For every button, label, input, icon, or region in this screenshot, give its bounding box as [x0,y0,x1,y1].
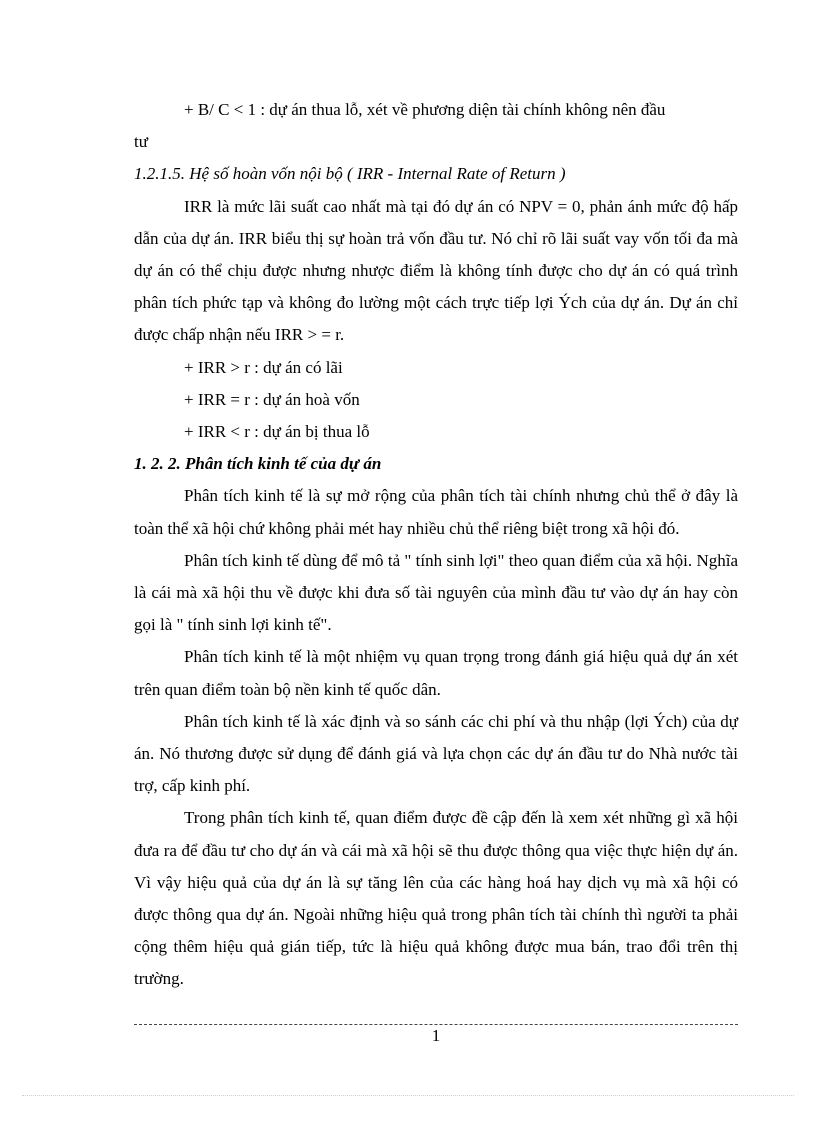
section-subheading-irr: 1.2.1.5. Hệ số hoàn vốn nội bộ ( IRR - Internal Rate of Return ) [134,164,566,184]
paragraph-economic-5: Trong phân tích kinh tế, quan điểm được đề cập đến là xem xét những gì xã hội đưa ra để đầu tư cho dự án và cái mà xã hội sẽ thu được thông qua việc thực hiện dự án. Vì vậy hiệu quả của dự án là sự tăng lên của các hàng hoá hay dịch vụ mà xã hội có được thông qua dự án. Ngoài những hiệu quả trong phân tích tài chính thì người ta phải cộng thêm hiệu quả gián tiếp, tức là hiệu quả không được mua bán, trao đổi trên thị trường. [134,808,738,989]
page-number: 1 [431,1026,441,1045]
paragraph-bc-ratio-continued: tư [134,132,148,152]
bullet-irr-equal: + IRR = r : dự án hoà vốn [184,389,360,409]
paragraph-economic-4: Phân tích kinh tế là xác định và so sánh các chi phí và thu nhập (lợi Ých) của dự án. Nó thương được sử dụng để đánh giá và lựa chọn các dự án đầu tư do Nhà nước tài trợ, cấp kinh phí. [134,711,738,796]
paragraph-economic-1: Phân tích kinh tế là sự mở rộng của phân tích tài chính nhưng chủ thể ở đây là toàn thể xã hội chứ không phải mét hay nhiều chủ thể riêng biệt trong xã hội đó. [134,486,738,538]
paragraph-economic-2: Phân tích kinh tế dùng để mô tả " tính sinh lợi" theo quan điểm của xã hội. Nghĩa là cái mà xã hội thu về được khi đưa số tài nguyên của mình đầu tư vào dự án hay còn gọi là " tính sinh lợi kinh tế". [134,550,738,635]
page-edge-divider [22,1095,794,1096]
bullet-irr-less: + IRR < r : dự án bị thua lỗ [184,422,370,442]
paragraph-bc-ratio: + B/ C < 1 : dự án thua lỗ, xét về phương diện tài chính không nên đầu [184,100,666,119]
paragraph-economic-3: Phân tích kinh tế là một nhiệm vụ quan trọng trong đánh giá hiệu quả dự án xét trên quan điểm toàn bộ nền kinh tế quốc dân. [134,647,738,699]
section-heading-economic-analysis: 1. 2. 2. Phân tích kinh tế của dự án [134,454,382,474]
document-body [134,94,738,996]
bullet-irr-greater: + IRR > r : dự án có lãi [184,357,343,377]
paragraph-irr: IRR là mức lãi suất cao nhất mà tại đó dự án có NPV = 0, phản ánh mức độ hấp dẫn của dự án. IRR biểu thị sự hoàn trả vốn đầu tư. Nó chỉ rõ lãi suất vay vốn tối đa mà dự án có thể chịu được nhưng nhược điểm là không tính được cho dự án có quá trình phân tích phức tạp và không đo lường một cách trực tiếp lợi Ých của dự án. Dự án chỉ được chấp nhận nếu IRR > = r. [134,196,738,345]
